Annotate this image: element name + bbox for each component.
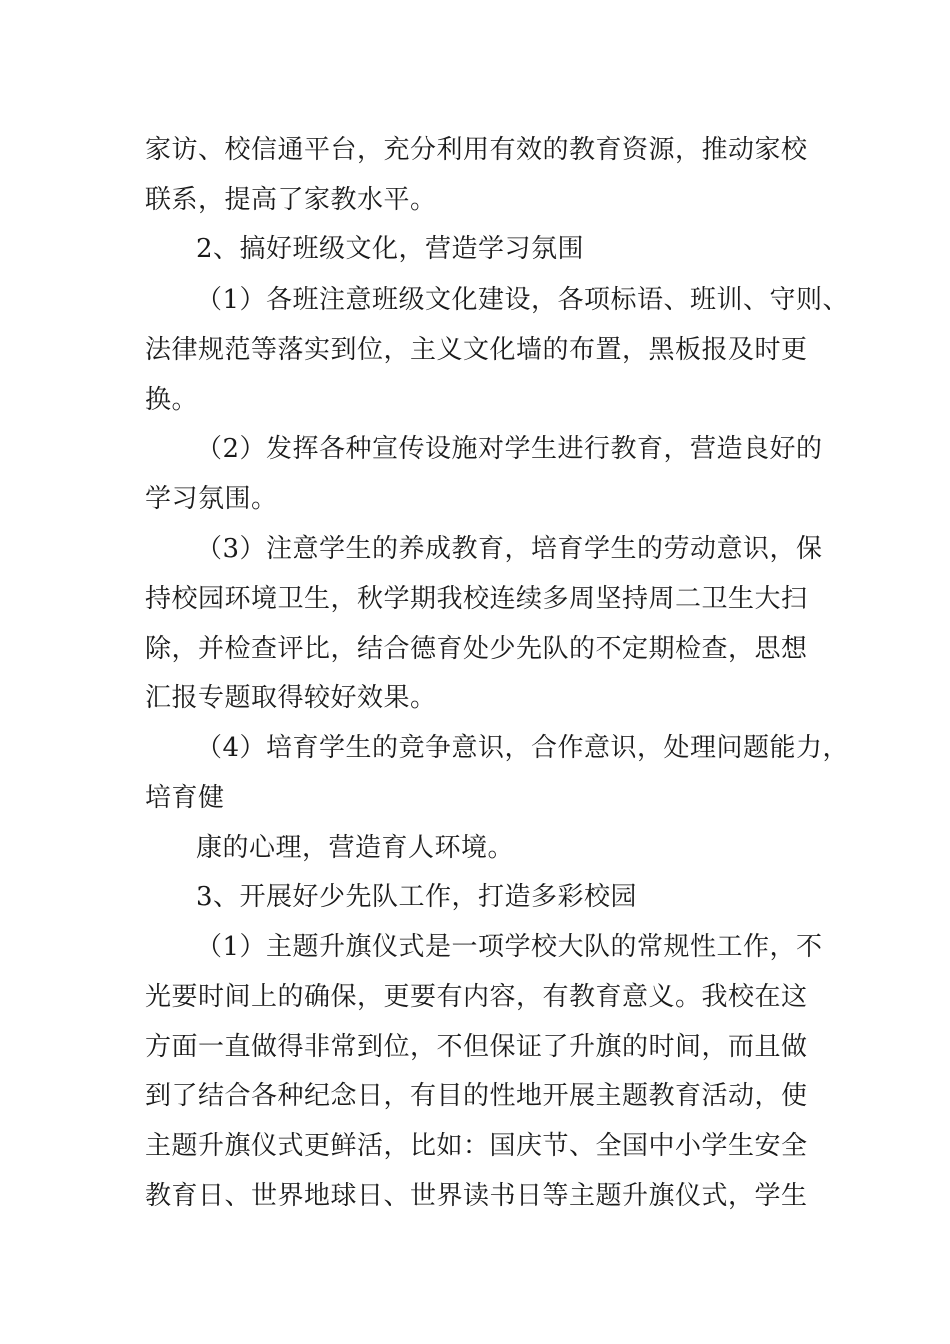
text-line: （2）发挥各种宣传设施对学生进行教育，营造良好的 [196,434,823,464]
text-line: 法律规范等落实到位，主义文化墙的布置，黑板报及时更 [145,335,808,365]
text-line: 除，并检查评比，结合德育处少先队的不定期检查，思想 [145,634,808,664]
text-line: （4）培育学生的竞争意识，合作意识，处理问题能力， [196,733,850,763]
text-line: （3）注意学生的养成教育，培育学生的劳动意识，保 [196,534,823,564]
text-line: 主题升旗仪式更鲜活，比如：国庆节、全国中小学生安全 [145,1131,808,1161]
text-line: 学习氛围。 [145,484,278,514]
text-line: 教育日、世界地球日、世界读书日等主题升旗仪式，学生 [145,1181,808,1211]
text-line: 到了结合各种纪念日，有目的性地开展主题教育活动，使 [145,1081,808,1111]
section-heading: 3、开展好少先队工作，打造多彩校园 [196,882,638,912]
text-line: 持校园环境卫生，秋学期我校连续多周坚持周二卫生大扫 [145,584,808,614]
text-line: （1）主题升旗仪式是一项学校大队的常规性工作，不 [196,932,823,962]
text-line: 培育健 [145,783,225,813]
text-line: 家访、校信通平台，充分利用有效的教育资源，推动家校 [145,135,808,165]
text-line: 汇报专题取得较好效果。 [145,683,437,713]
text-line: 换。 [145,385,199,415]
text-line: 康的心理，营造育人环境。 [196,833,515,863]
section-heading: 2、搞好班级文化，营造学习氛围 [196,234,585,264]
text-line: （1）各班注意班级文化建设，各项标语、班训、守则、 [196,285,850,315]
text-line: 光要时间上的确保，更要有内容，有教育意义。我校在这 [145,982,808,1012]
text-line: 方面一直做得非常到位，不但保证了升旗的时间，而且做 [145,1032,808,1062]
text-line: 联系，提高了家教水平。 [145,185,437,215]
